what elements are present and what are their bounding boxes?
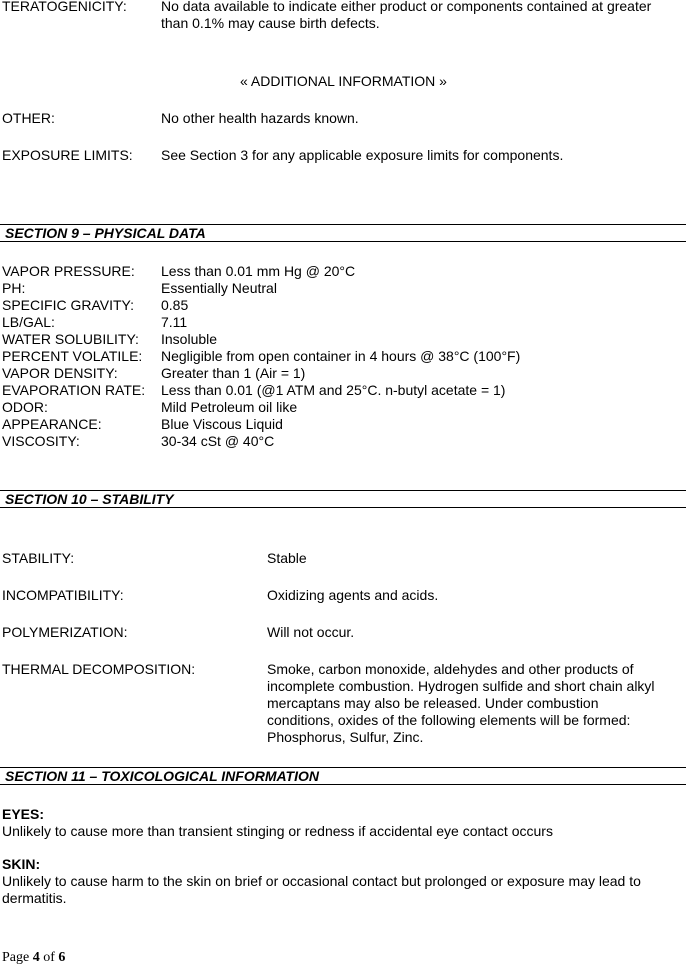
section-11-title: SECTION 11 – TOXICOLOGICAL INFORMATION (5, 768, 319, 784)
section-9-title: SECTION 9 – PHYSICAL DATA (5, 225, 206, 241)
skin-label: SKIN: (2, 856, 41, 872)
physical-data-label: VAPOR PRESSURE: (2, 263, 135, 279)
section-11-header (0, 767, 686, 785)
physical-data-value: Greater than 1 (Air = 1) (161, 365, 306, 381)
teratogenicity-value-line1: No data available to indicate either product or components contained at greater (161, 0, 652, 14)
other-value: No other health hazards known. (161, 110, 359, 126)
physical-data-value: 0.85 (161, 297, 189, 313)
teratogenicity-value-line2: than 0.1% may cause birth defects. (161, 15, 380, 31)
page-of: of (39, 950, 59, 965)
page-number (2, 950, 65, 966)
physical-data-label: SPECIFIC GRAVITY: (2, 297, 134, 313)
physical-data-label: VISCOSITY: (2, 433, 80, 449)
physical-data-value: 7.11 (161, 314, 188, 330)
skin-value-line1: Unlikely to cause harm to the skin on brief or occasional contact but prolonged or exposure may lead to (2, 873, 641, 889)
incompatibility-label: INCOMPATIBILITY: (2, 587, 124, 603)
section-10-header (0, 490, 686, 508)
additional-information-heading: « ADDITIONAL INFORMATION » (240, 73, 447, 89)
physical-data-value: Insoluble (161, 331, 218, 347)
incompatibility-value: Oxidizing agents and acids. (267, 587, 439, 603)
physical-data-value: Essentially Neutral (161, 280, 277, 296)
thermal-decomposition-line: Phosphorus, Sulfur, Zinc. (267, 729, 424, 745)
physical-data-label: EVAPORATION RATE: (2, 382, 146, 398)
physical-data-label: APPEARANCE: (2, 416, 102, 432)
page-current: 4 (32, 950, 40, 965)
page-prefix: Page (2, 950, 33, 965)
thermal-decomposition-line: incomplete combustion. Hydrogen sulfide and short chain alkyl (267, 678, 655, 694)
thermal-decomposition-line: Smoke, carbon monoxide, aldehydes and other products of (267, 661, 634, 677)
physical-data-label: WATER SOLUBILITY: (2, 331, 139, 347)
page-total: 6 (58, 950, 66, 965)
thermal-decomposition-line: mercaptans may also be released. Under combustion (267, 695, 599, 711)
eyes-label: EYES: (2, 806, 45, 822)
physical-data-value: Less than 0.01 (@1 ATM and 25°C. n-butyl acetate = 1) (161, 382, 506, 398)
section-9-header (0, 224, 686, 242)
physical-data-value: Negligible from open container in 4 hours @ 38°C (100°F) (161, 348, 521, 364)
teratogenicity-label: TERATOGENICITY: (2, 0, 127, 14)
section-10-title: SECTION 10 – STABILITY (5, 491, 174, 507)
thermal-decomposition-line: conditions, oxides of the following elements will be formed: (267, 712, 631, 728)
physical-data-value: Less than 0.01 mm Hg @ 20°C (161, 263, 356, 279)
physical-data-value: Blue Viscous Liquid (161, 416, 283, 432)
physical-data-label: VAPOR DENSITY: (2, 365, 118, 381)
thermal-decomposition-label: THERMAL DECOMPOSITION: (2, 661, 196, 677)
physical-data-label: PH: (2, 280, 26, 296)
exposure-limits-value: See Section 3 for any applicable exposure limits for components. (161, 147, 564, 163)
exposure-limits-label: EXPOSURE LIMITS: (2, 147, 133, 163)
polymerization-label: POLYMERIZATION: (2, 624, 128, 640)
physical-data-value: 30-34 cSt @ 40°C (161, 433, 275, 449)
eyes-value: Unlikely to cause more than transient stinging or redness if accidental eye contact occurs (2, 823, 553, 839)
other-label: OTHER: (2, 110, 55, 126)
skin-value-line2: dermatitis. (2, 890, 67, 906)
polymerization-value: Will not occur. (267, 624, 355, 640)
physical-data-label: ODOR: (2, 399, 48, 415)
physical-data-label: LB/GAL: (2, 314, 55, 330)
stability-value: Stable (267, 550, 307, 566)
physical-data-value: Mild Petroleum oil like (161, 399, 298, 415)
stability-label: STABILITY: (2, 550, 75, 566)
physical-data-label: PERCENT VOLATILE: (2, 348, 143, 364)
